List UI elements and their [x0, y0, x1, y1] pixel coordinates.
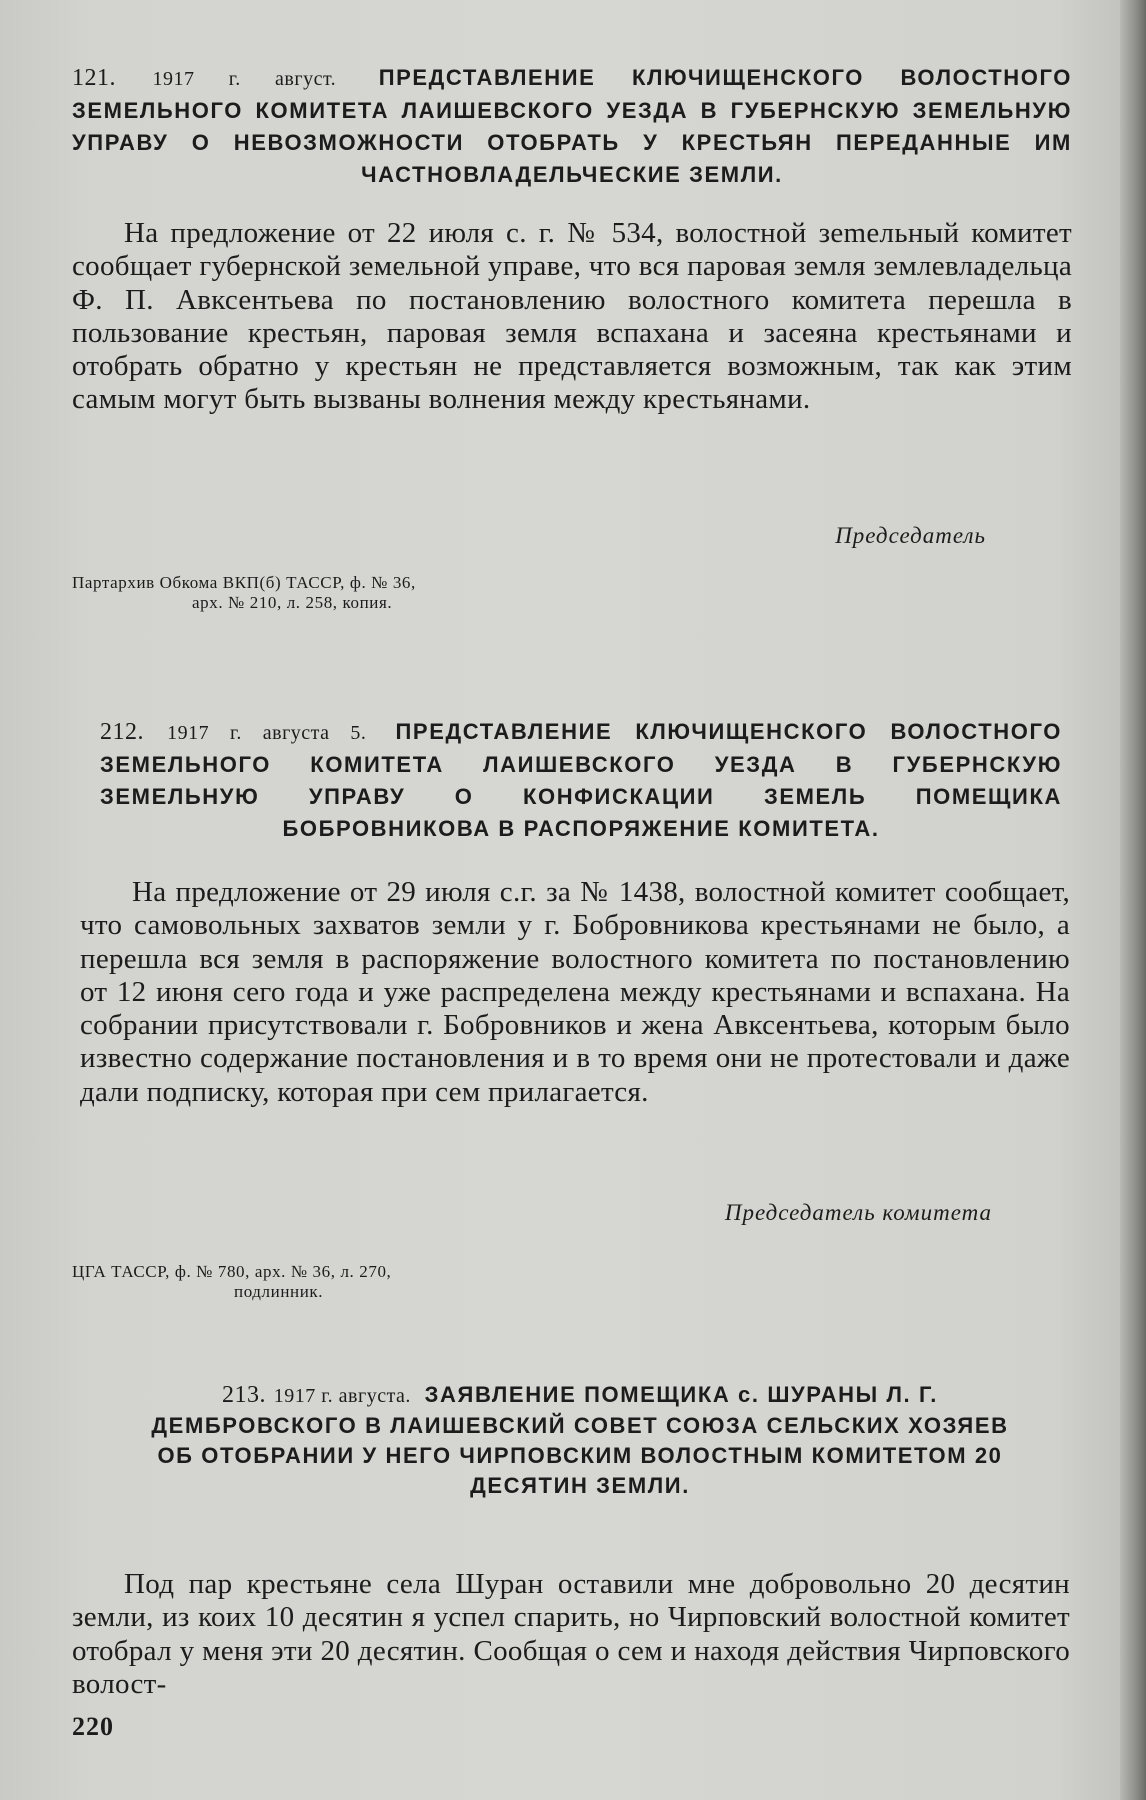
document-title: ПРЕДСТАВЛЕНИЕ КЛЮЧИЩЕНСКОГО ВОЛОСТНОГО ЗЕМЕЛЬНОГО КОМИТЕТА ЛАИШЕВСКОГО УЕЗДА В ГУБЕРНСКУЮ ЗЕМЕЛЬНУЮ УПРАВУ О КОНФИСКАЦИИ ЗЕМЕЛЬ ПОМЕЩИКА БОБРОВНИКОВА В РАСПОРЯЖЕНИЕ КОМИТЕТА.: [100, 719, 1062, 841]
document-body: На предложение от 29 июля с.г. за № 1438, волостной комитет сообщает, что самовольных захватов земли у г. Бобровникова крестьянами не было, а перешла вся земля в распоряжение волостного комитета по постановлению от 12 июня сего года и уже распределена между крестьянами и вспахана. На собрании присутствовали г. Бобровников и жена Авксентьева, которым было известно содержание постановления и в то время они не протестовали и даже дали подписку, которая при сем прилагается.: [80, 876, 1070, 1108]
document-title: ПРЕДСТАВЛЕНИЕ КЛЮЧИЩЕНСКОГО ВОЛОСТНОГО ЗЕМЕЛЬНОГО КОМИТЕТА ЛАИШЕВСКОГО УЕЗДА В ГУБЕРНСКУЮ ЗЕМЕЛЬНУЮ УПРАВУ О НЕВОЗМОЖНОСТИ ОТОБРАТЬ У КРЕСТЬЯН ПЕРЕДАННЫЕ ИМ ЧАСТНОВЛАДЕЛЬЧЕСКИЕ ЗЕМЛИ.: [72, 65, 1073, 187]
archive-source: [72, 1262, 391, 1302]
document-number: 213.: [222, 1382, 266, 1408]
document-213: [150, 1380, 1010, 1501]
document-211: [72, 62, 1072, 417]
source-line: Партархив Обкома ВКП(б) ТАССР, ф. № 36,: [72, 573, 416, 592]
document-title: ЗАЯВЛЕНИЕ ПОМЕЩИКА с. ШУРАНЫ Л. Г. ДЕМБРОВСКОГО В ЛАИШЕВСКИЙ СОВЕТ СОЮЗА СЕЛЬСКИХ ХОЗЯЕВ ОБ ОТОБРАНИИ У НЕГО ЧИРПОВСКИМ ВОЛОСТНЫМ КОМИТЕТОМ 20 ДЕСЯТИН ЗЕМЛИ.: [151, 1382, 1009, 1498]
document-212-body: [80, 876, 1070, 1109]
document-213-body: [72, 1568, 1070, 1701]
source-line: ЦГА ТАССР, ф. № 780, арх. № 36, л. 270,: [72, 1262, 392, 1281]
document-heading: [100, 716, 1062, 845]
page-binding-shadow: [1120, 0, 1146, 1800]
document-heading: [72, 62, 1072, 191]
signature: Председатель: [835, 523, 986, 548]
document-date: 1917 г. августа 5.: [167, 722, 367, 744]
document-body: На предложение от 22 июля с. г. № 534, волостной зеmельный комитет сообщает губернской земельной управе, что вся паровая земля землевладельца Ф. П. Авксентьева по постановлению волостного комитета перешла в пользование крестьян, паровая земля вспахана и засеяна крестьянами и отобрать обратно у крестьян не представляется возможным, так как этим самым могут быть вызваны волнения между крестьянами.: [72, 217, 1072, 416]
source-line: арх. № 210, л. 258, копия.: [192, 593, 393, 612]
document-number: 121.: [72, 65, 116, 91]
document-212: [100, 716, 1062, 845]
document-number: 212.: [100, 719, 144, 745]
source-line: подлинник.: [234, 1282, 324, 1301]
archive-source: [72, 573, 416, 613]
document-date: 1917 г. августа.: [273, 1385, 411, 1407]
document-heading: [150, 1380, 1010, 1501]
document-date: 1917 г. август.: [152, 68, 337, 90]
document-body: Под пар крестьяне села Шуран оставили мне добровольно 20 десятин земли, из коих 10 десятин я успел спарить, но Чирповский волостной комитет отобрал у меня эти 20 десятин. Сообщая о сем и находя действия Чирповского волост-: [72, 1568, 1070, 1700]
signature: Председатель комитета: [724, 1200, 992, 1225]
page-number: 220: [72, 1712, 114, 1741]
